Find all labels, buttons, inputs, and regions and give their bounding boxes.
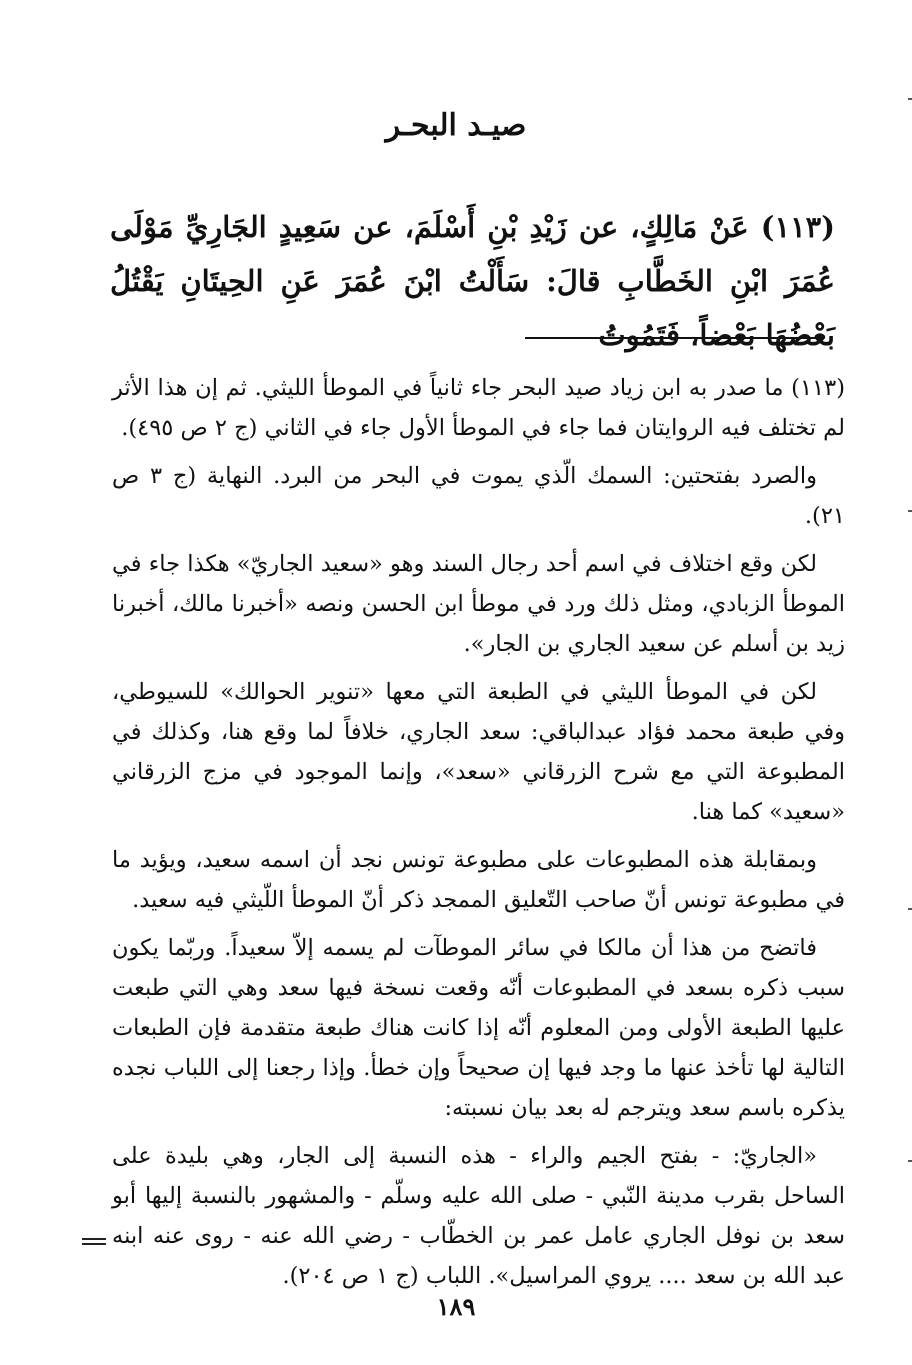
footnotes bbox=[112, 368, 845, 1304]
footnote-paragraph-6: فاتضح من هذا أن مالكا في سائر الموطآت لم يسمه إلاّ سعيداً. وربّما يكون سبب ذكره بسعد في المطبوعات أنّه وقعت نسخة فيها سعد وهي التي طبعت عليها الطبعة الأولى ومن المعلوم أنّه إذا كانت هناك طبعة متقدمة فإن الطبعات التالية لها تأخذ عنها ما وجد فيها إن صحيحاً وإن خطأ. وإذا رجعنا إلى اللباب نجده يذكره باسم سعد ويترجم له بعد بيان نسبته: bbox=[112, 935, 845, 1121]
edge-tick bbox=[908, 98, 912, 100]
edge-tick bbox=[908, 1160, 912, 1162]
footnote-divider bbox=[525, 337, 821, 339]
footnote-paragraph-2: والصرد بفتحتين: السمك الّذي يموت في البحر من البرد. النهاية (ج ٣ ص ٢١). bbox=[112, 463, 845, 529]
hadith-number: (١١٣) bbox=[760, 210, 835, 244]
footnote-paragraph-7: «الجاريّ: - بفتح الجيم والراء - هذه النسبة إلى الجار، وهي بليدة على الساحل بقرب مدينة النّبي - صلى الله عليه وسلّم - والمشهور بالنسبة إليها أبو سعد بن نوفل الجاري عامل عمر بن الخطّاب - رضي الله عنه - روى عنه ابنه عبد الله بن سعد .... يروي المراسيل». اللباب (ج ١ ص ٢٠٤). bbox=[112, 1143, 845, 1289]
section-title: صيـد البحـر bbox=[385, 108, 527, 143]
margin-mark bbox=[82, 1238, 106, 1248]
edge-tick bbox=[908, 510, 912, 512]
page-number: ١٨٩ bbox=[436, 1292, 476, 1321]
footnote-paragraph-1: (١١٣) ما صدر به ابن زياد صيد البحر جاء ثانياً في الموطأ الليثي. ثم إن هذا الأثر لم تختلف فيه الروايتان فما جاء في الموطأ الأول جاء في الثاني (ج ٢ ص ٤٩٥). bbox=[112, 375, 845, 441]
footnote-paragraph-4: لكن في الموطأ الليثي في الطبعة التي معها «تنوير الحوالك» للسيوطي، وفي طبعة محمد فؤاد عبدالباقي: سعد الجاري، خلافاً لما وقع هنا، وكذلك في المطبوعة التي مع شرح الزرقاني «سعد»، وإنما الموجود في مزج الزرقاني «سعيد» كما هنا. bbox=[112, 679, 845, 825]
footnote-paragraph-5: وبمقابلة هذه المطبوعات على مطبوعة تونس نجد أن اسمه سعيد، ويؤيد ما في مطبوعة تونس أنّ صاحب التّعليق الممجد ذكر أنّ الموطأ اللّيثي فيه سعيد. bbox=[112, 847, 845, 913]
footnote-paragraph-3: لكن وقع اختلاف في اسم أحد رجال السند وهو «سعيد الجاريّ» هكذا جاء في الموطأ الزبادي، ومثل ذلك ورد في موطأ ابن الحسن ونصه «أخبرنا مالك، أخبرنا زيد بن أسلم عن سعيد الجاري بن الجار». bbox=[112, 551, 845, 657]
edge-tick bbox=[908, 908, 912, 910]
hadith-body: عَنْ مَالِكٍ، عن زَيْدِ بْنِ أَسْلَمَ، عن سَعِيدٍ الجَارِيِّ مَوْلَى عُمَرَ ابْنِ الخَطَّابِ قالَ: سَأَلْتُ ابْنَ عُمَرَ عَنِ الحِيتَانِ يَقْتُلُ بَعْضُهَا بَعْضاً، فَتَمُوتُ bbox=[110, 210, 835, 352]
